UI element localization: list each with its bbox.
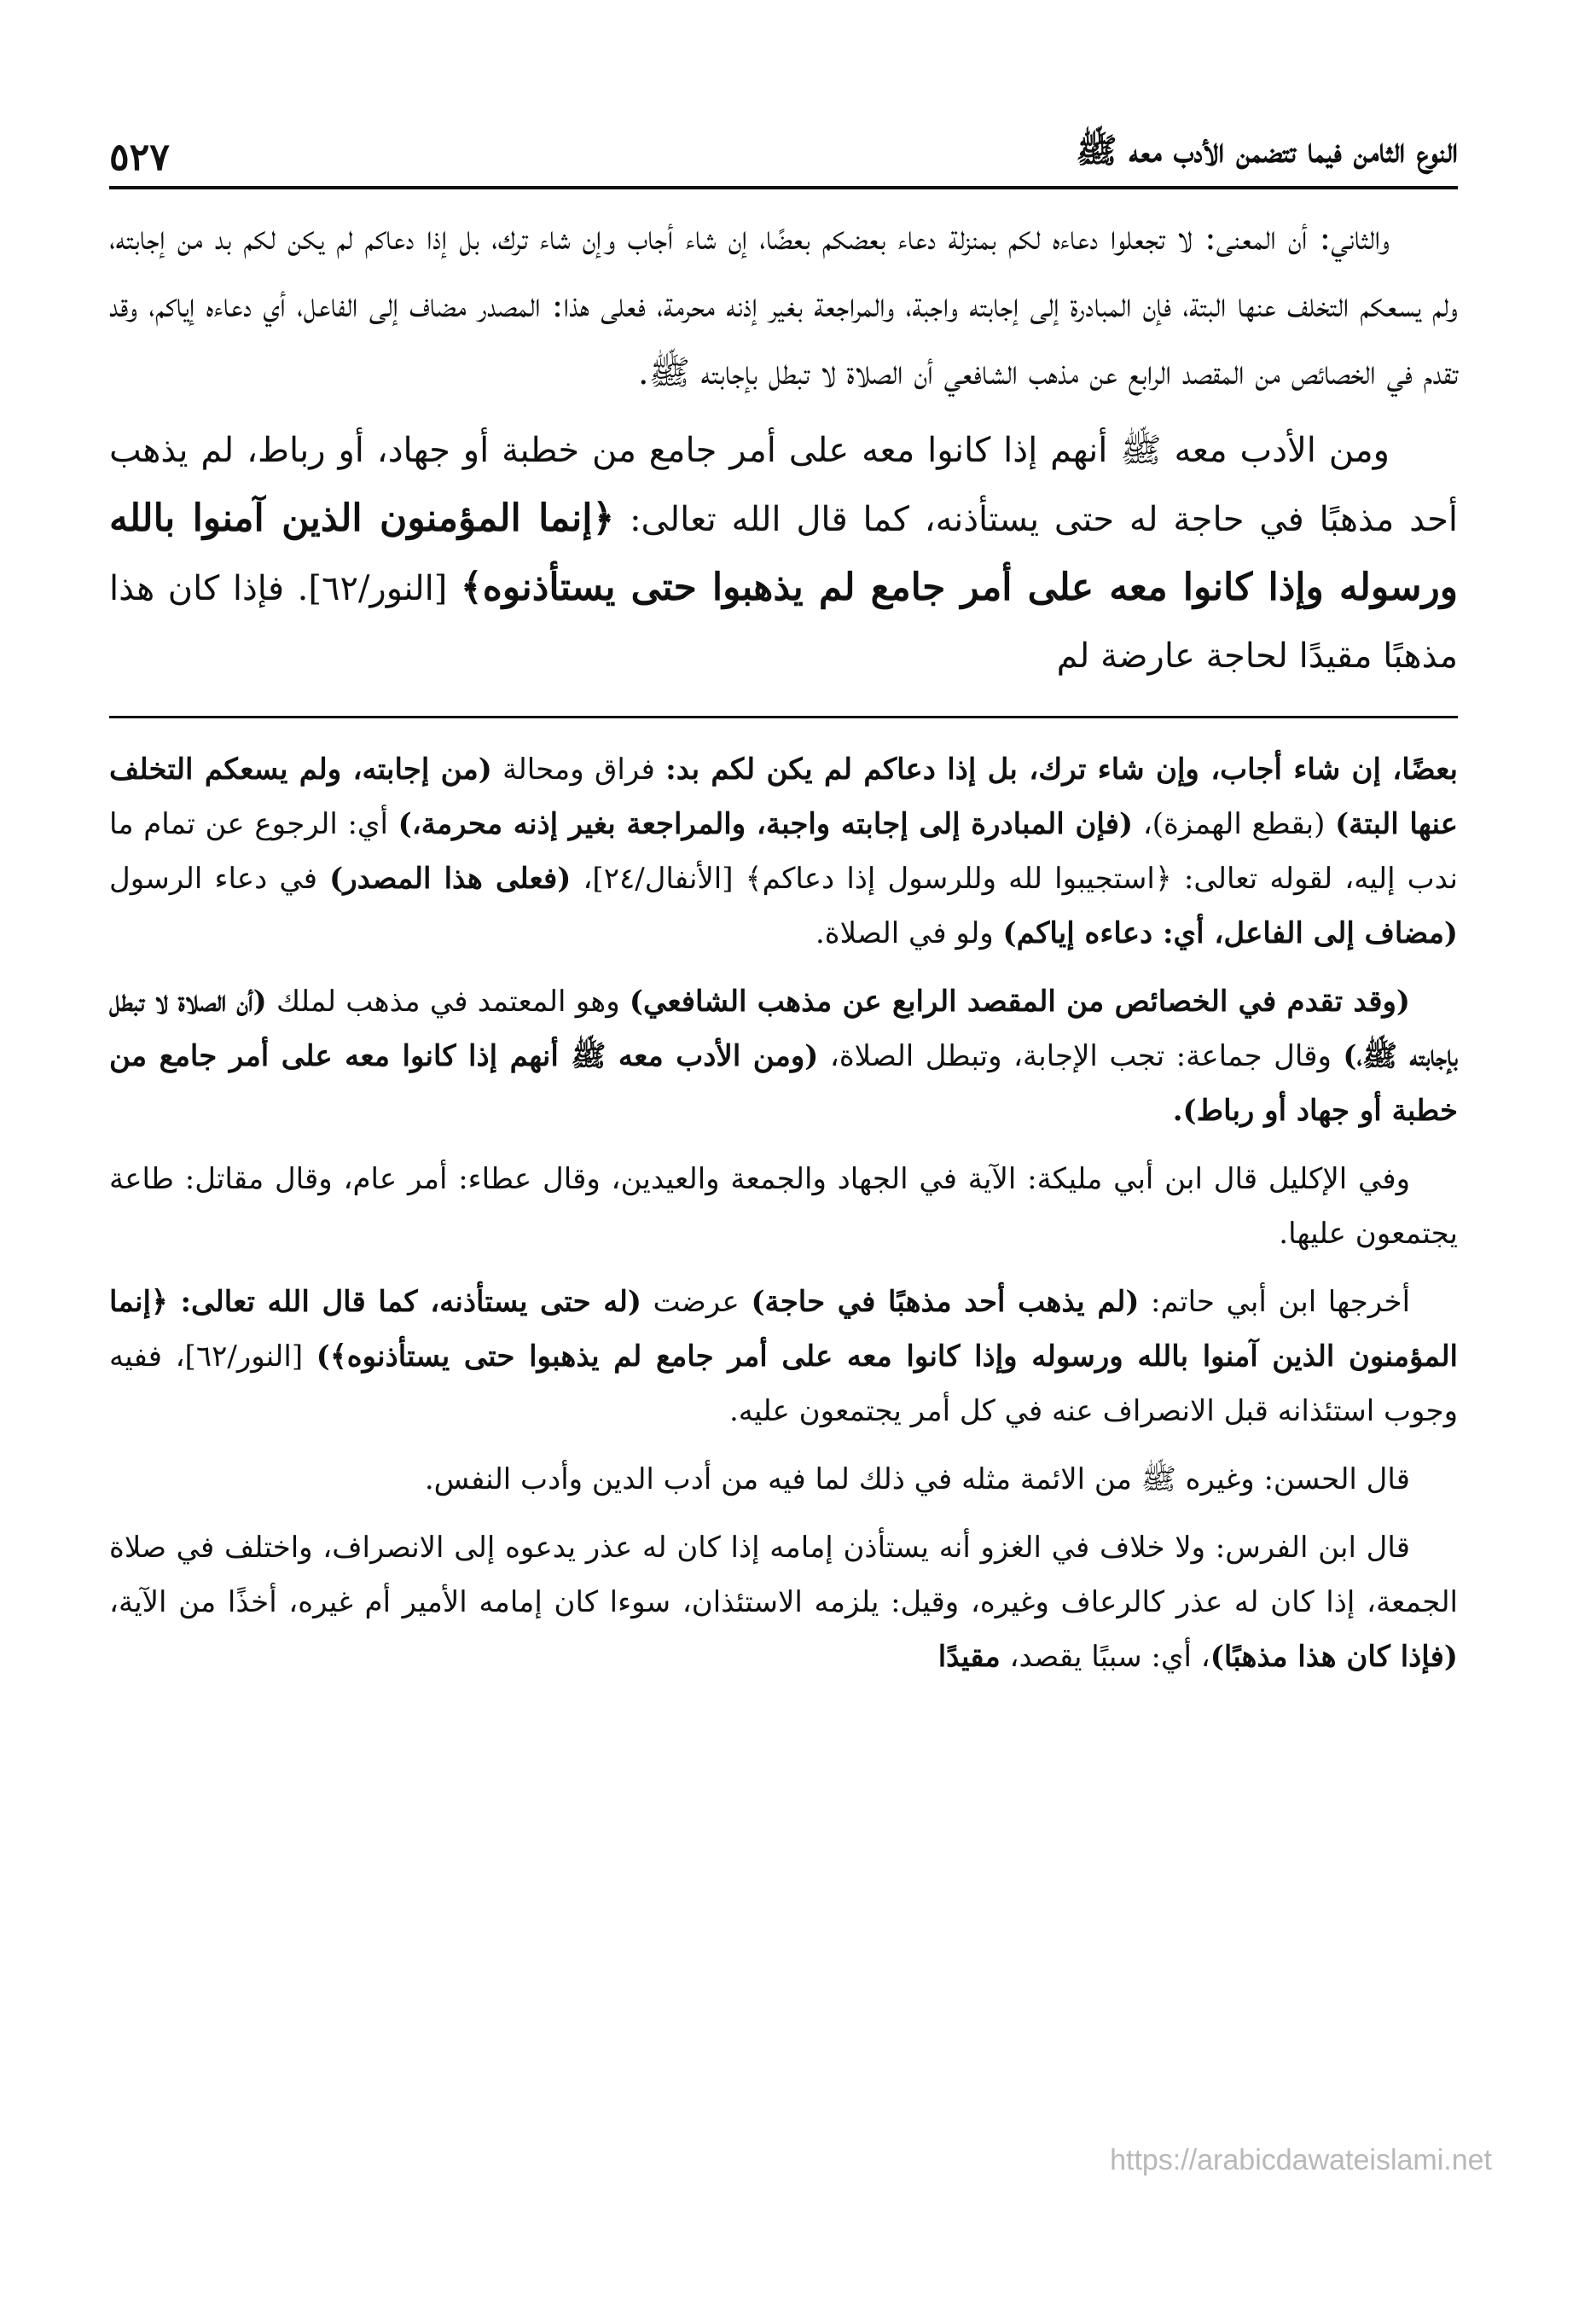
commentary-bold: (فعلى هذا المصدر) [329,862,572,896]
main-text [109,205,1458,690]
commentary-text: وهو المعتمد في مذهب لملك [266,985,630,1019]
commentary-paragraph-3: وفي الإكليل قال ابن أبي مليكة: الآية في الجهاد والجمعة والعيدين، وقال عطاء: أمر عام، وقال مقاتل: طاعة يجتمعون عليها. [109,1162,1458,1251]
running-title: النوع الثامن فيما تتضمن الأدب معه ﷺ [1076,131,1458,171]
main-paragraph-2 [109,417,1458,690]
running-header [109,111,1458,179]
commentary-text: فراق ومحالة [491,752,666,787]
main-paragraph-2-start: ومن الأدب معه ﷺ أنهم إذا كانوا معه على أمر جامع من خطبة أو جهاد، أو رباط، لم يذهب أحد مذهبًا في حاجة له حتى يستأذنه، كما قال الله تعالى: [109,431,1459,539]
commentary [109,742,1458,1684]
commentary-separator [109,716,1458,718]
page-number: ٥٢٧ [109,136,170,179]
main-paragraph-1: والثاني: أن المعنى: لا تجعلوا دعاءه لكم بمنزلة دعاء بعضكم بعضًا، إن شاء أجاب وإن شاء ترك، بل إذا دعاكم لم يكن لكم بد من إجابته، ولم يسعكم التخلف عنها البتة، فإن المبادرة إلى إجابته واجبة، والمراجعة بغير إذنه محرمة، فعلى هذا: المصدر مضاف إلى الفاعل، أي دعاءه إياكم، وقد تقدم في الخصائص من المقصد الرابع عن مذهب الشافعي أن الصلاة لا تبطل بإجابته ﷺ. [109,218,1458,392]
commentary-text: عرضت [641,1285,752,1319]
commentary-paragraph-6 [109,1520,1458,1684]
commentary-bold: (ومن الأدب معه ﷺ أنهم إذا كانوا معه على أمر جامع من خطبة أو جهاد أو رباط). [109,1039,1458,1128]
commentary-bold: (له حتى يستأذنه، كما قال الله تعالى: ﴿إنما المؤمنون الذين آمنوا بالله ورسوله وإذا كانوا معه على أمر جامع لم يذهبوا حتى يستأذنوه﴾) [109,1285,1458,1374]
commentary-bold: (من إجابته، ولم يسعكم التخلف عنها البتة) [109,752,1458,841]
commentary-bold: (فإذا كان هذا مذهبًا) [1210,1640,1458,1674]
header-rule [109,186,1458,189]
commentary-text: [النور/٦٢]، ففيه وجوب استئذانه قبل الانصراف عنه في كل أمر يجتمعون عليه. [109,1339,1458,1428]
main-paragraph-2-end: [النور/٦٢]. فإذا كان هذا مذهبًا مقيدًا لحاجة عارضة لم [109,569,1458,676]
commentary-paragraph-2 [109,974,1458,1138]
watermark-url: https://arabicdawateislami.net [1110,2144,1492,2176]
commentary-bold: (فإن المبادرة إلى إجابته واجبة، والمراجعة بغير إذنه محرمة،) [398,807,1134,841]
commentary-text: ولو في الصلاة. [815,916,1003,950]
commentary-paragraph-1 [109,742,1458,961]
commentary-text: أخرجها ابن أبي حاتم: [1139,1285,1411,1319]
commentary-text: قال ابن الفرس: ولا خلاف في الغزو أنه يستأذن إمامه إذا كان له عذر يدعوه إلى الانصراف، واختلف في صلاة الجمعة، إذا كان له عذر كالرعاف وغيره، وقيل: يلزمه الاستئذان، سوءا كان إمامه الأمير أم غيره، أخذًا من الآية، [109,1531,1458,1619]
commentary-text: ، أي: سببًا يقصد، [1000,1640,1210,1674]
commentary-bold: مقيدًا [937,1640,1001,1674]
commentary-bold: بعضًا، إن شاء أجاب، وإن شاء ترك، بل إذا دعاكم لم يكن لكم بد: [665,752,1458,787]
commentary-text: في دعاء الرسول [109,862,330,896]
commentary-paragraph-4 [109,1275,1458,1438]
commentary-bold: (أن الصلاة لا تبطل بإجابته ﷺ،) [109,985,1458,1073]
commentary-text: وقال جماعة: تجب الإجابة، وتبطل الصلاة، [818,1039,1344,1073]
commentary-text: أي: الرجوع عن تمام ما ندب إليه، لقوله تعالى: ﴿استجيبوا لله وللرسول إذا دعاكم﴾ [الأنفال/٢٤]، [109,807,1458,896]
commentary-bold: (لم يذهب أحد مذهبًا في حاجة) [751,1285,1140,1319]
quran-verse: ﴿إنما المؤمنون الذين آمنوا بالله ورسوله وإذا كانوا معه على أمر جامع لم يذهبوا حتى يستأذنوه﴾ [109,497,1458,609]
commentary-paragraph-5: قال الحسن: وغيره ﷺ من الائمة مثله في ذلك لما فيه من أدب الدين وأدب النفس. [424,1462,1410,1496]
commentary-text: (بقطع الهمزة)، [1133,807,1336,841]
commentary-bold: (مضاف إلى الفاعل، أي: دعاءه إياكم) [1002,916,1458,950]
commentary-bold: (وقد تقدم في الخصائص من المقصد الرابع عن مذهب الشافعي) [629,985,1411,1019]
